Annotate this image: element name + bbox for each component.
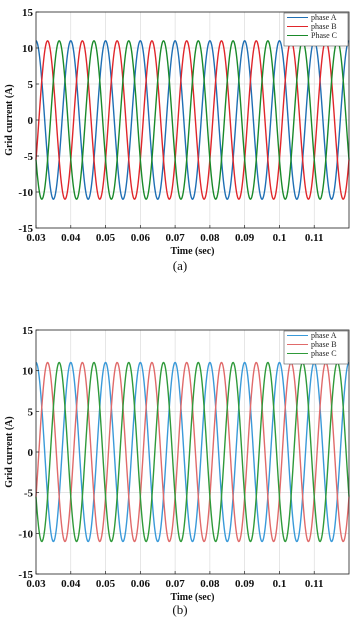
- x-tick-label: 0.08: [200, 578, 220, 590]
- y-tick-label: 0: [27, 447, 33, 459]
- y-axis-label: Grid current (A): [4, 84, 15, 156]
- y-tick-label: -15: [18, 223, 33, 235]
- y-axis-label: Grid current (A): [4, 416, 15, 488]
- grid-current-chart-b: [0, 308, 351, 619]
- y-tick-label: 5: [27, 79, 33, 91]
- x-tick-label: 0.04: [61, 232, 81, 244]
- legend-entry: phase B: [311, 22, 337, 31]
- x-tick-label: 0.03: [26, 578, 46, 590]
- y-tick-label: 10: [22, 365, 33, 378]
- x-tick-label: 0.08: [200, 232, 220, 244]
- x-axis-label: Time (sec): [170, 246, 215, 257]
- x-tick-label: 0.05: [95, 578, 116, 590]
- x-tick-label: 0.06: [130, 232, 150, 244]
- legend-entry: Phase C: [311, 31, 337, 40]
- y-tick-label: 0: [27, 115, 33, 127]
- x-tick-label: 0.09: [235, 578, 255, 590]
- y-tick-label: 15: [22, 325, 33, 337]
- x-tick-label: 0.11: [304, 232, 324, 244]
- y-tick-label: -5: [23, 151, 33, 163]
- x-tick-label: 0.07: [165, 578, 185, 590]
- y-tick-label: 15: [22, 7, 33, 19]
- panel-label-b: (b): [172, 602, 188, 617]
- x-tick-label: 0.1: [272, 232, 287, 244]
- x-tick-label: 0.04: [61, 578, 81, 590]
- x-tick-label: 0.1: [272, 578, 287, 590]
- x-tick-label: 0.06: [130, 578, 150, 590]
- chart-panel-a: [0, 0, 351, 308]
- chart-panel-b: [0, 308, 351, 619]
- y-tick-label: -10: [18, 528, 33, 541]
- y-tick-label: 5: [27, 406, 33, 419]
- x-tick-label: 0.07: [165, 232, 185, 244]
- x-tick-label: 0.03: [26, 232, 46, 244]
- legend-entry: phase A: [311, 331, 337, 340]
- x-tick-label: 0.09: [235, 232, 255, 244]
- y-tick-label: -5: [23, 487, 33, 500]
- panel-label-a: (a): [172, 258, 188, 273]
- x-tick-label: 0.11: [304, 578, 324, 590]
- legend-entry: phase C: [311, 349, 337, 358]
- y-tick-label: 10: [22, 43, 33, 55]
- x-axis-label: Time (sec): [170, 592, 215, 603]
- y-tick-label: -10: [18, 187, 33, 199]
- legend-entry: phase A: [311, 13, 337, 22]
- legend-entry: phase B: [311, 340, 337, 349]
- x-tick-label: 0.05: [95, 232, 116, 244]
- y-tick-label: -15: [18, 569, 33, 581]
